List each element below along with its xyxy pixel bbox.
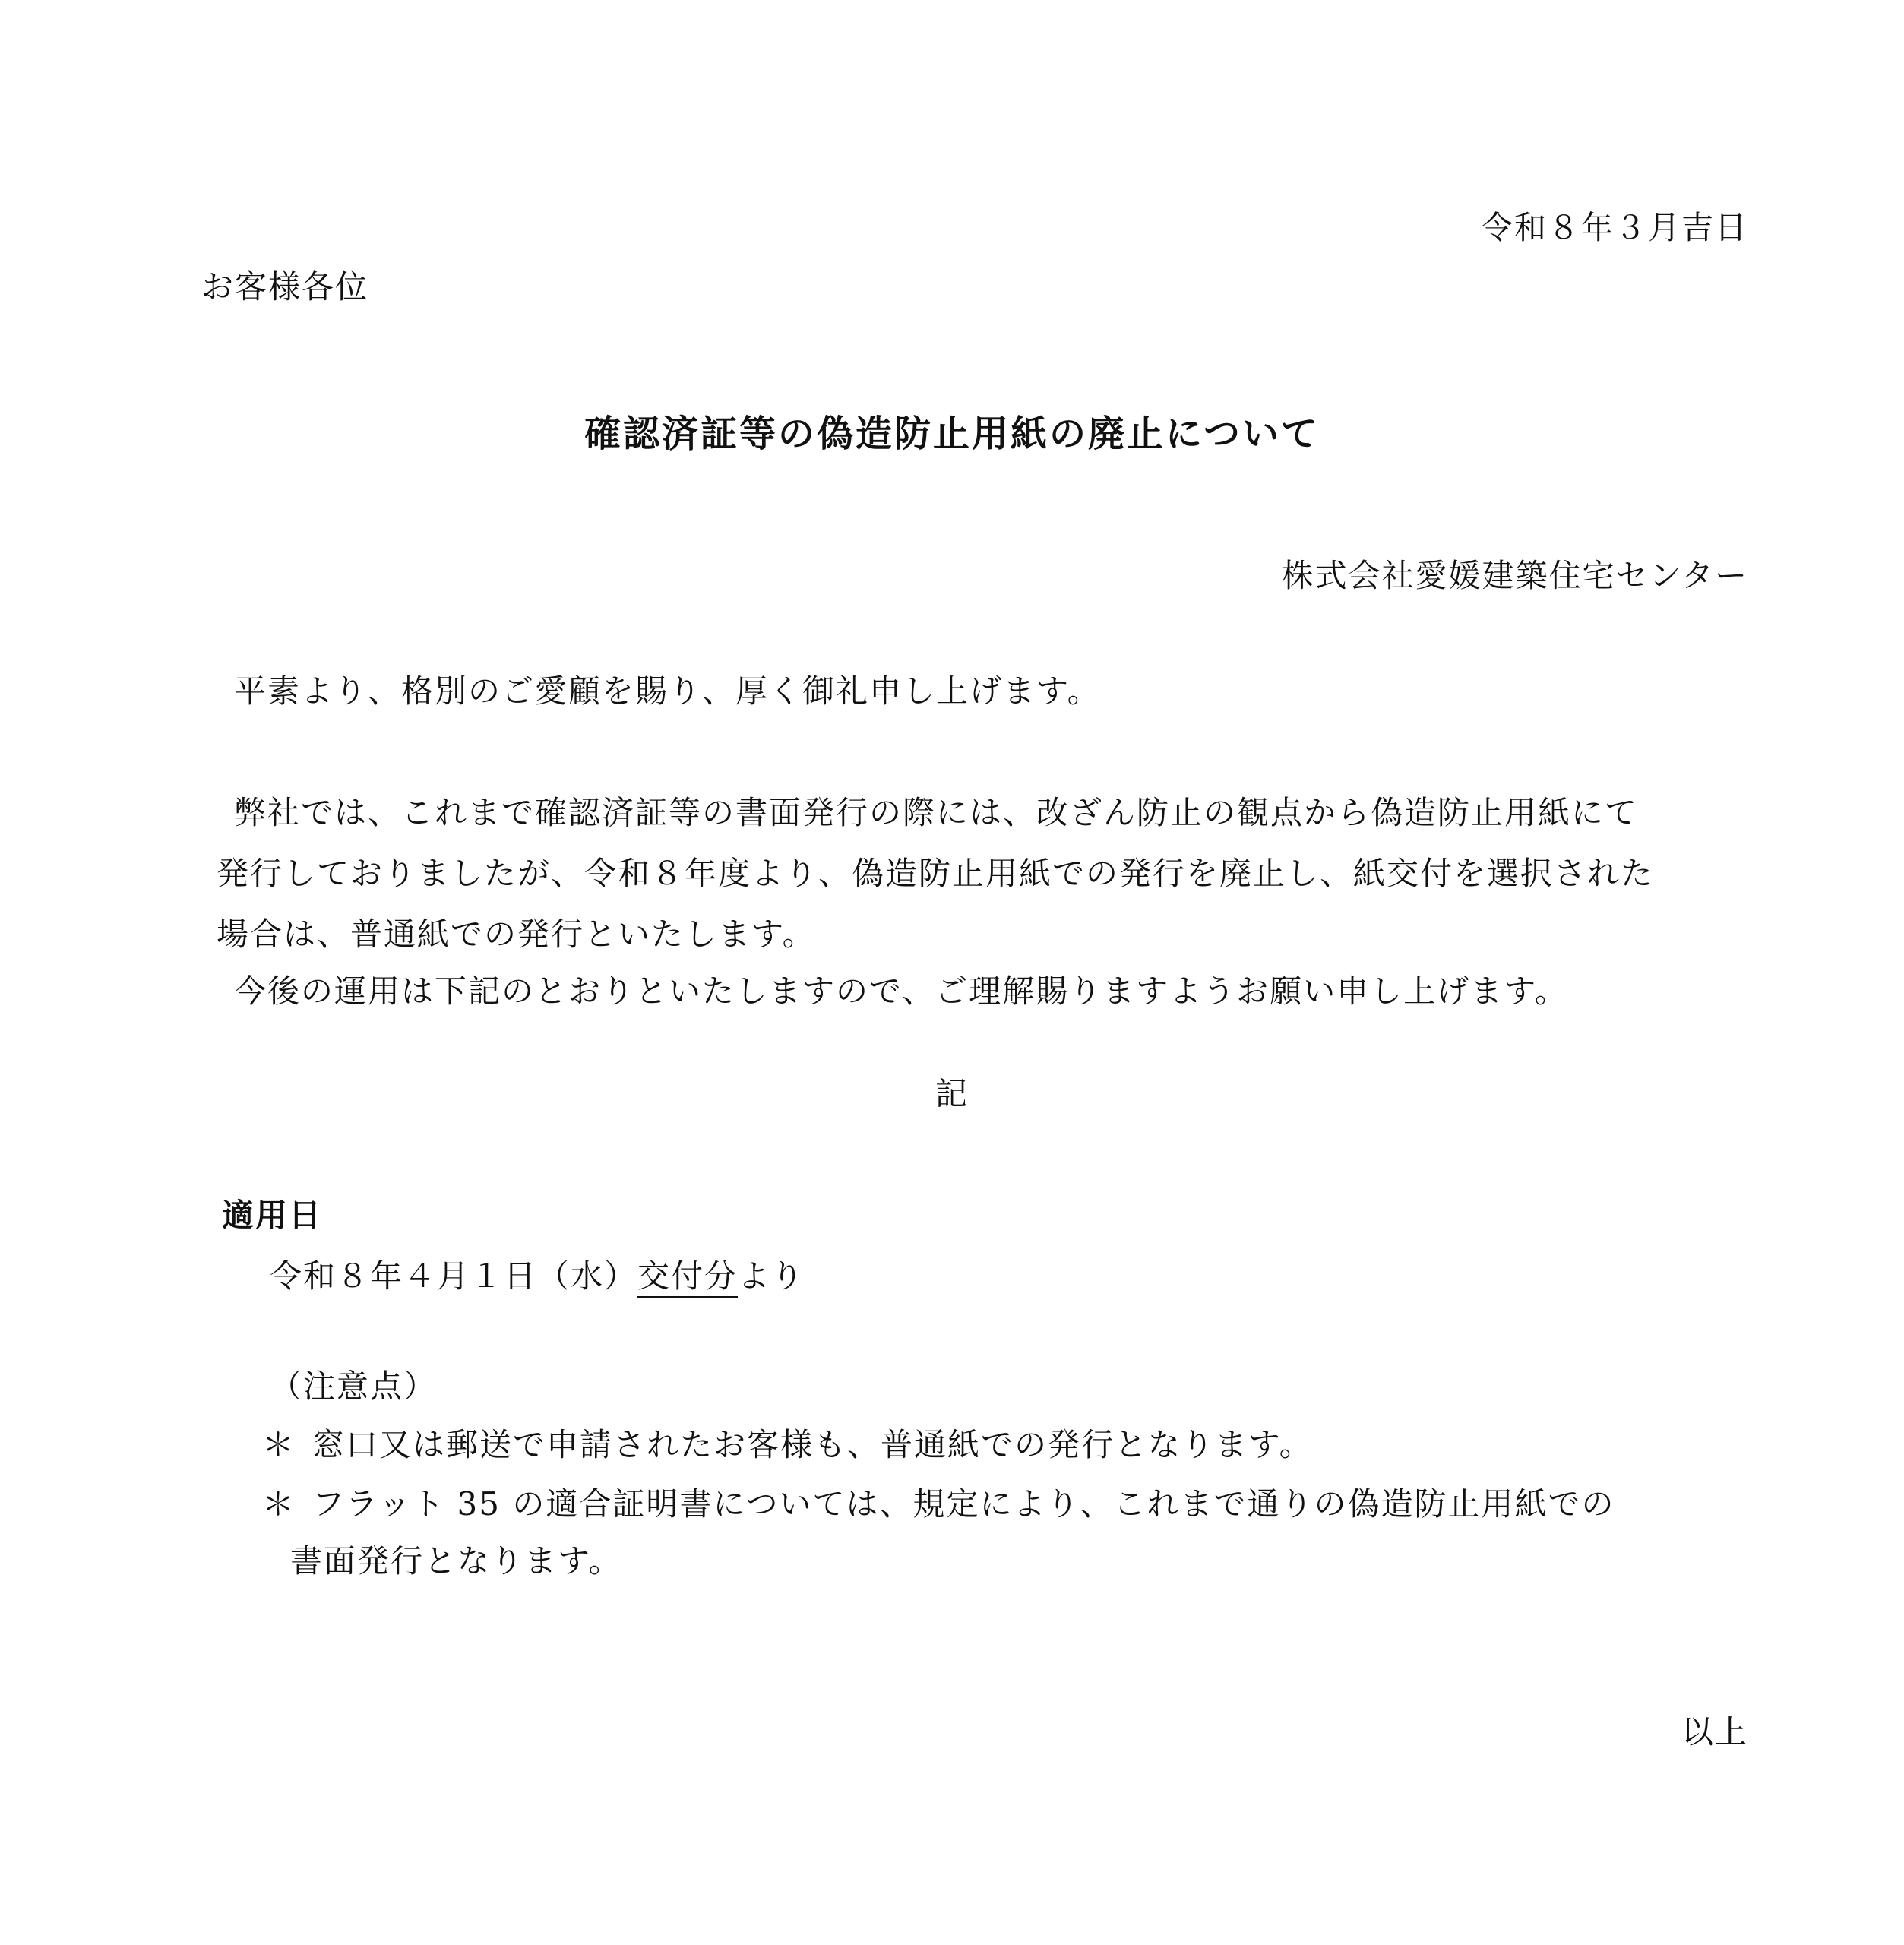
note-item [262, 1482, 1615, 1527]
note-continuation: 書面発行となります。 [290, 1542, 622, 1580]
note-text: フラット 35 の適合証明書については、規定により、これまで通りの偽造防止用紙での [312, 1485, 1615, 1523]
document-title: 確認済証等の偽造防止用紙の廃止について [584, 413, 1320, 455]
effective-date [270, 1254, 805, 1299]
addressee: お客様各位 [201, 268, 369, 305]
notice-paragraph-line-3: 場合は、普通紙での発行といたします。 [217, 916, 816, 953]
effective-date-suffix: より [738, 1257, 805, 1295]
notice-paragraph-line-1: 弊社では、これまで確認済証等の書面発行の際には、改ざん防止の観点から偽造防止用紙にて [234, 794, 1639, 831]
notes-title: （注意点） [270, 1368, 438, 1405]
note-text: 窓口又は郵送で申請されたお客様も、普通紙での発行となります。 [312, 1426, 1313, 1463]
note-item [262, 1422, 1313, 1468]
notice-paragraph-line-2: 発行しておりましたが、令和８年度より、偽造防止用紙での発行を廃止し、紙交付を選択された [217, 855, 1655, 892]
request-paragraph: 今後の運用は下記のとおりといたしますので、ご理解賜りますようお願い申し上げます。 [234, 972, 1568, 1010]
closing-word: 以上 [1681, 1713, 1748, 1750]
effective-date-heading: 適用日 [222, 1197, 323, 1234]
greeting-paragraph: 平素より、格別のご愛顧を賜り、厚く御礼申し上げます。 [234, 672, 1101, 710]
company-name: 株式会社愛媛建築住宅センター [1281, 557, 1748, 594]
effective-date-prefix: 令和８年４月１日（水） [270, 1257, 638, 1295]
document-date: 令和８年３月吉日 [1480, 209, 1748, 246]
asterisk-bullet: ＊ [262, 1426, 296, 1463]
asterisk-bullet: ＊ [262, 1485, 296, 1523]
effective-date-underlined: 交付分 [637, 1257, 738, 1298]
ki-heading: 記 [935, 1075, 969, 1112]
